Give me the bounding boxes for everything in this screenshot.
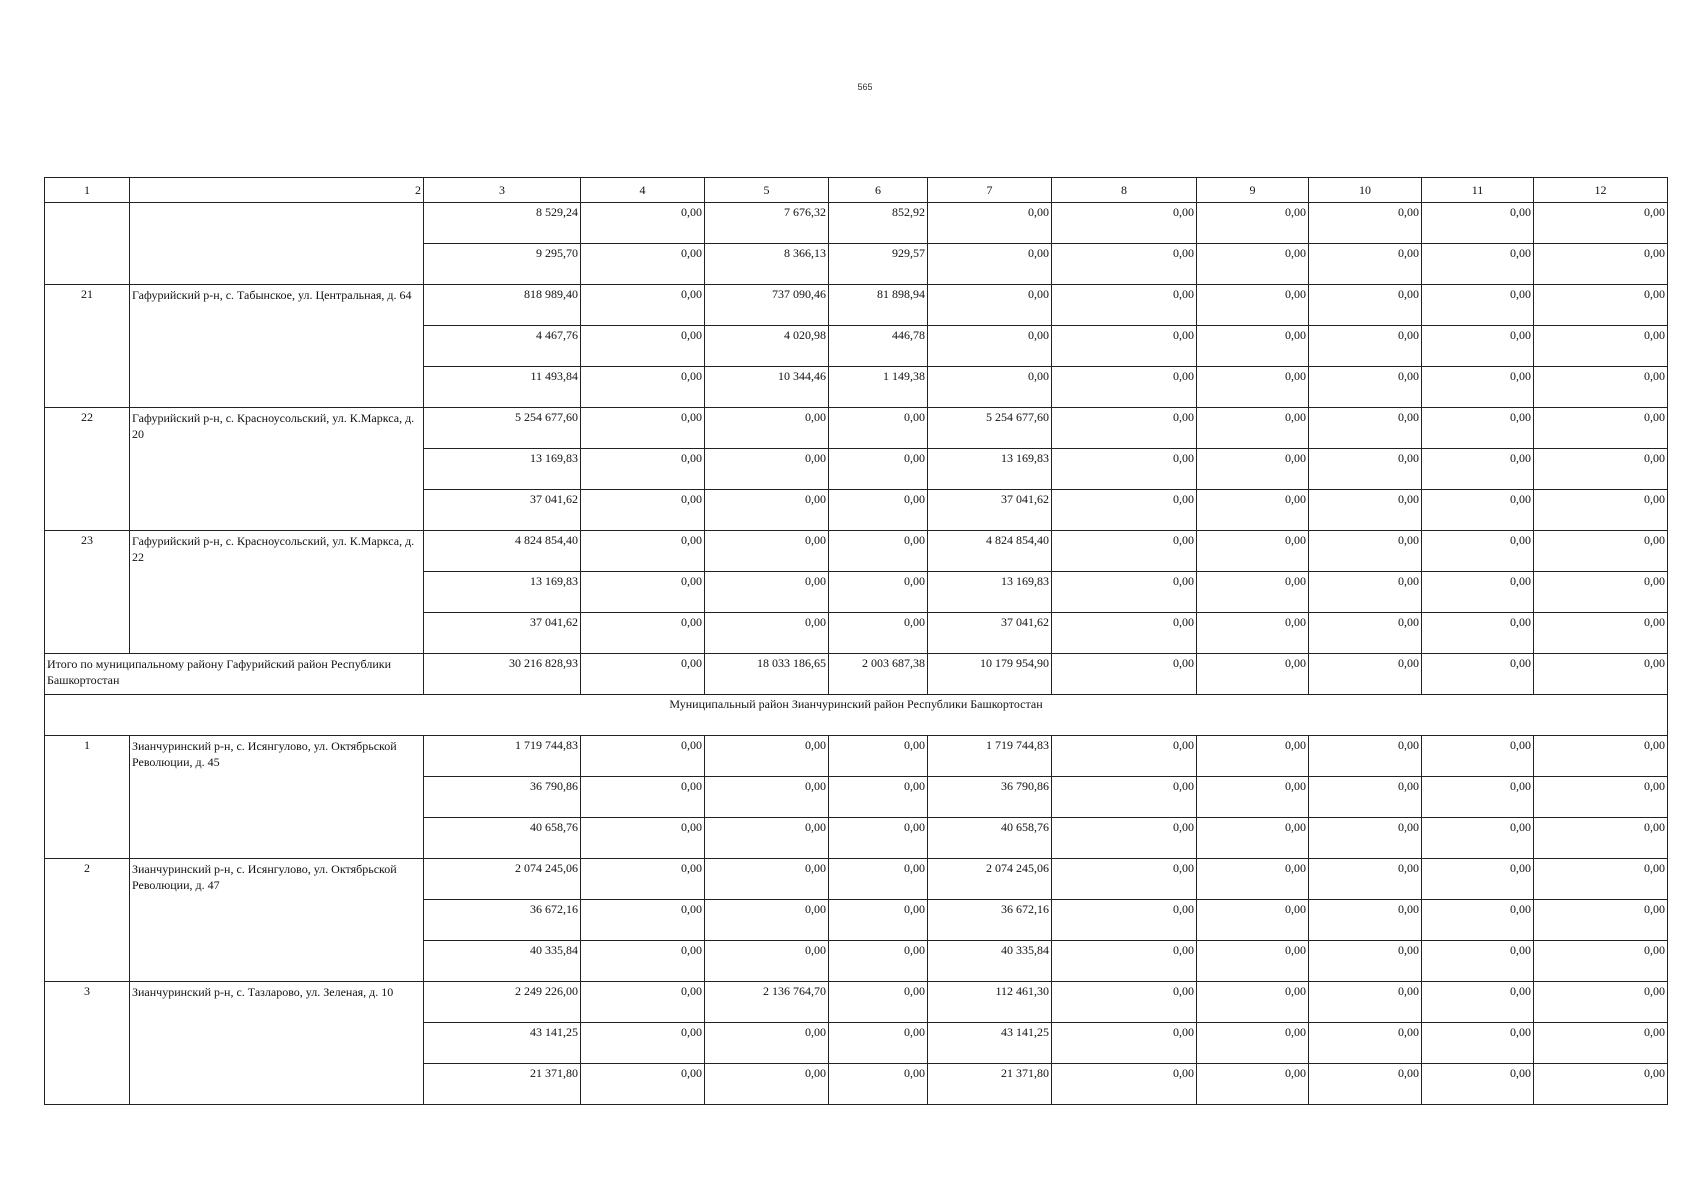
value-cell: 2 074 245,06 <box>928 859 1052 900</box>
value-cell: 0,00 <box>1309 490 1422 531</box>
value-cell: 2 003 687,38 <box>829 654 928 695</box>
address-cell: Зианчуринский р-н, с. Тазларово, ул. Зеленая, д. 10 <box>130 982 424 1105</box>
value-cell: 0,00 <box>1197 572 1309 613</box>
value-cell: 0,00 <box>1197 941 1309 982</box>
value-cell: 0,00 <box>705 572 829 613</box>
value-cell: 0,00 <box>581 408 705 449</box>
value-cell: 0,00 <box>705 777 829 818</box>
value-cell: 0,00 <box>1534 408 1668 449</box>
row-number: 2 <box>45 859 130 982</box>
header-cell: 6 <box>829 178 928 203</box>
header-cell: 8 <box>1052 178 1197 203</box>
value-cell: 0,00 <box>1422 490 1534 531</box>
value-cell: 36 790,86 <box>424 777 581 818</box>
value-cell: 4 020,98 <box>705 326 829 367</box>
value-cell: 0,00 <box>1422 531 1534 572</box>
value-cell: 5 254 677,60 <box>928 408 1052 449</box>
value-cell: 0,00 <box>581 531 705 572</box>
address-cell: Зианчуринский р-н, с. Исянгулово, ул. Октябрьской Революции, д. 47 <box>130 859 424 982</box>
value-cell: 0,00 <box>581 736 705 777</box>
value-cell: 4 824 854,40 <box>928 531 1052 572</box>
header-cell: 9 <box>1197 178 1309 203</box>
table-row <box>45 736 1668 777</box>
value-cell: 0,00 <box>829 777 928 818</box>
value-cell: 0,00 <box>829 490 928 531</box>
section-title: Муниципальный район Зианчуринский район Республики Башкортостан <box>45 695 1668 736</box>
column-number-header <box>45 178 1668 203</box>
value-cell: 0,00 <box>1534 244 1668 285</box>
value-cell: 0,00 <box>705 449 829 490</box>
value-cell: 0,00 <box>1052 326 1197 367</box>
table-row <box>45 203 1668 244</box>
value-cell: 0,00 <box>1197 654 1309 695</box>
value-cell: 0,00 <box>1309 859 1422 900</box>
value-cell: 0,00 <box>829 408 928 449</box>
value-cell: 0,00 <box>581 1064 705 1105</box>
value-cell: 0,00 <box>1309 408 1422 449</box>
value-cell: 37 041,62 <box>424 613 581 654</box>
value-cell: 0,00 <box>1197 326 1309 367</box>
value-cell: 0,00 <box>1197 818 1309 859</box>
value-cell: 0,00 <box>928 285 1052 326</box>
value-cell: 929,57 <box>829 244 928 285</box>
value-cell: 1 719 744,83 <box>928 736 1052 777</box>
value-cell: 0,00 <box>1534 490 1668 531</box>
header-cell: 2 <box>130 178 424 203</box>
value-cell: 7 676,32 <box>705 203 829 244</box>
value-cell: 0,00 <box>1052 900 1197 941</box>
value-cell: 0,00 <box>1052 1064 1197 1105</box>
value-cell: 40 335,84 <box>424 941 581 982</box>
value-cell: 9 295,70 <box>424 244 581 285</box>
value-cell: 0,00 <box>1052 367 1197 408</box>
value-cell: 0,00 <box>829 818 928 859</box>
row-number: 21 <box>45 285 130 408</box>
value-cell: 0,00 <box>1422 408 1534 449</box>
value-cell: 0,00 <box>829 900 928 941</box>
value-cell: 0,00 <box>1309 1064 1422 1105</box>
value-cell: 0,00 <box>1052 818 1197 859</box>
value-cell: 13 169,83 <box>424 449 581 490</box>
value-cell: 0,00 <box>705 490 829 531</box>
value-cell: 0,00 <box>928 203 1052 244</box>
value-cell: 0,00 <box>829 449 928 490</box>
value-cell: 8 366,13 <box>705 244 829 285</box>
value-cell: 0,00 <box>1534 941 1668 982</box>
page-number: 565 <box>857 82 873 92</box>
value-cell: 0,00 <box>581 244 705 285</box>
value-cell: 0,00 <box>1052 572 1197 613</box>
value-cell: 0,00 <box>1422 1064 1534 1105</box>
value-cell: 0,00 <box>1534 572 1668 613</box>
value-cell: 0,00 <box>829 736 928 777</box>
value-cell: 0,00 <box>1309 572 1422 613</box>
value-cell: 0,00 <box>1309 818 1422 859</box>
value-cell: 446,78 <box>829 326 928 367</box>
value-cell: 0,00 <box>1534 1023 1668 1064</box>
value-cell: 0,00 <box>705 736 829 777</box>
value-cell: 0,00 <box>1534 326 1668 367</box>
value-cell: 0,00 <box>1309 449 1422 490</box>
value-cell: 0,00 <box>1422 818 1534 859</box>
value-cell: 43 141,25 <box>928 1023 1052 1064</box>
row-number: 23 <box>45 531 130 654</box>
value-cell: 0,00 <box>581 326 705 367</box>
value-cell: 0,00 <box>1309 654 1422 695</box>
value-cell: 18 033 186,65 <box>705 654 829 695</box>
value-cell: 10 179 954,90 <box>928 654 1052 695</box>
value-cell: 0,00 <box>1422 654 1534 695</box>
value-cell: 0,00 <box>581 367 705 408</box>
value-cell: 37 041,62 <box>928 613 1052 654</box>
value-cell: 0,00 <box>1052 244 1197 285</box>
value-cell: 0,00 <box>1309 941 1422 982</box>
value-cell: 0,00 <box>1052 1023 1197 1064</box>
row-number: 1 <box>45 736 130 859</box>
value-cell: 0,00 <box>1309 531 1422 572</box>
value-cell: 0,00 <box>1422 900 1534 941</box>
value-cell: 43 141,25 <box>424 1023 581 1064</box>
value-cell: 0,00 <box>1052 203 1197 244</box>
value-cell: 0,00 <box>829 1064 928 1105</box>
value-cell: 0,00 <box>1309 900 1422 941</box>
value-cell: 0,00 <box>1309 367 1422 408</box>
value-cell: 40 335,84 <box>928 941 1052 982</box>
value-cell: 0,00 <box>1534 1064 1668 1105</box>
value-cell: 0,00 <box>1197 531 1309 572</box>
value-cell: 0,00 <box>1052 408 1197 449</box>
value-cell: 0,00 <box>1534 449 1668 490</box>
value-cell: 4 824 854,40 <box>424 531 581 572</box>
value-cell: 0,00 <box>581 818 705 859</box>
value-cell: 0,00 <box>1534 818 1668 859</box>
value-cell: 852,92 <box>829 203 928 244</box>
value-cell: 0,00 <box>1309 613 1422 654</box>
value-cell: 36 790,86 <box>928 777 1052 818</box>
value-cell: 0,00 <box>1309 244 1422 285</box>
value-cell: 0,00 <box>1534 203 1668 244</box>
value-cell: 0,00 <box>1052 490 1197 531</box>
value-cell: 36 672,16 <box>424 900 581 941</box>
value-cell: 0,00 <box>581 285 705 326</box>
value-cell: 0,00 <box>705 941 829 982</box>
header-cell: 5 <box>705 178 829 203</box>
value-cell: 0,00 <box>1534 285 1668 326</box>
table-row <box>45 859 1668 900</box>
value-cell: 0,00 <box>829 1023 928 1064</box>
value-cell: 0,00 <box>928 326 1052 367</box>
value-cell: 37 041,62 <box>928 490 1052 531</box>
value-cell: 0,00 <box>1197 490 1309 531</box>
value-cell: 13 169,83 <box>928 572 1052 613</box>
value-cell: 0,00 <box>1197 408 1309 449</box>
value-cell: 0,00 <box>1534 736 1668 777</box>
value-cell: 0,00 <box>1197 203 1309 244</box>
address-cell: Гафурийский р-н, с. Красноусольский, ул. К.Маркса, д. 20 <box>130 408 424 531</box>
value-cell: 13 169,83 <box>928 449 1052 490</box>
header-cell: 3 <box>424 178 581 203</box>
value-cell: 0,00 <box>1309 285 1422 326</box>
header-cell: 1 <box>45 178 130 203</box>
value-cell: 0,00 <box>829 982 928 1023</box>
value-cell: 0,00 <box>581 613 705 654</box>
value-cell: 0,00 <box>705 859 829 900</box>
value-cell: 0,00 <box>1309 777 1422 818</box>
value-cell: 0,00 <box>1422 613 1534 654</box>
table-row <box>45 982 1668 1023</box>
address-cell: Зианчуринский р-н, с. Исянгулово, ул. Октябрьской Революции, д. 45 <box>130 736 424 859</box>
row-number: 22 <box>45 408 130 531</box>
header-cell: 10 <box>1309 178 1422 203</box>
table-row <box>45 285 1668 326</box>
value-cell: 0,00 <box>1052 941 1197 982</box>
value-cell: 0,00 <box>1534 654 1668 695</box>
value-cell: 30 216 828,93 <box>424 654 581 695</box>
value-cell: 737 090,46 <box>705 285 829 326</box>
value-cell: 40 658,76 <box>424 818 581 859</box>
value-cell: 0,00 <box>705 613 829 654</box>
value-cell: 0,00 <box>705 531 829 572</box>
value-cell: 0,00 <box>1197 244 1309 285</box>
address-cell: Гафурийский р-н, с. Красноусольский, ул. К.Маркса, д. 22 <box>130 531 424 654</box>
header-cell: 11 <box>1422 178 1534 203</box>
row-number <box>45 203 130 285</box>
value-cell: 0,00 <box>1052 531 1197 572</box>
value-cell: 0,00 <box>581 777 705 818</box>
value-cell: 0,00 <box>829 941 928 982</box>
value-cell: 0,00 <box>581 654 705 695</box>
value-cell: 21 371,80 <box>424 1064 581 1105</box>
value-cell: 40 658,76 <box>928 818 1052 859</box>
value-cell: 0,00 <box>1052 449 1197 490</box>
value-cell: 0,00 <box>1422 203 1534 244</box>
value-cell: 0,00 <box>829 531 928 572</box>
value-cell: 11 493,84 <box>424 367 581 408</box>
value-cell: 4 467,76 <box>424 326 581 367</box>
value-cell: 0,00 <box>1052 285 1197 326</box>
value-cell: 36 672,16 <box>928 900 1052 941</box>
value-cell: 0,00 <box>581 941 705 982</box>
value-cell: 0,00 <box>1197 859 1309 900</box>
value-cell: 0,00 <box>705 408 829 449</box>
value-cell: 0,00 <box>1422 859 1534 900</box>
value-cell: 0,00 <box>1197 613 1309 654</box>
value-cell: 0,00 <box>1422 367 1534 408</box>
value-cell: 0,00 <box>1422 244 1534 285</box>
value-cell: 10 344,46 <box>705 367 829 408</box>
value-cell: 0,00 <box>1534 982 1668 1023</box>
value-cell: 0,00 <box>928 244 1052 285</box>
value-cell: 0,00 <box>1197 736 1309 777</box>
value-cell: 0,00 <box>581 982 705 1023</box>
value-cell: 0,00 <box>1309 736 1422 777</box>
value-cell: 0,00 <box>581 1023 705 1064</box>
value-cell: 21 371,80 <box>928 1064 1052 1105</box>
value-cell: 0,00 <box>1422 326 1534 367</box>
value-cell: 0,00 <box>1422 941 1534 982</box>
value-cell: 0,00 <box>581 859 705 900</box>
value-cell: 0,00 <box>581 490 705 531</box>
value-cell: 81 898,94 <box>829 285 928 326</box>
value-cell: 0,00 <box>1309 326 1422 367</box>
value-cell: 0,00 <box>581 900 705 941</box>
address-cell: Гафурийский р-н, с. Табынское, ул. Центральная, д. 64 <box>130 285 424 408</box>
value-cell: 0,00 <box>1052 654 1197 695</box>
table-row <box>45 408 1668 449</box>
value-cell: 0,00 <box>1422 572 1534 613</box>
value-cell: 0,00 <box>581 203 705 244</box>
value-cell: 0,00 <box>1197 900 1309 941</box>
value-cell: 0,00 <box>1422 982 1534 1023</box>
value-cell: 0,00 <box>581 449 705 490</box>
value-cell: 0,00 <box>1534 613 1668 654</box>
value-cell: 0,00 <box>1197 1023 1309 1064</box>
value-cell: 0,00 <box>1534 900 1668 941</box>
value-cell: 112 461,30 <box>928 982 1052 1023</box>
value-cell: 0,00 <box>1422 777 1534 818</box>
value-cell: 1 149,38 <box>829 367 928 408</box>
value-cell: 2 249 226,00 <box>424 982 581 1023</box>
value-cell: 818 989,40 <box>424 285 581 326</box>
value-cell: 8 529,24 <box>424 203 581 244</box>
value-cell: 0,00 <box>1534 777 1668 818</box>
value-cell: 0,00 <box>1197 367 1309 408</box>
value-cell: 0,00 <box>829 572 928 613</box>
table-body <box>45 178 1668 1105</box>
value-cell: 0,00 <box>1309 1023 1422 1064</box>
value-cell: 0,00 <box>829 859 928 900</box>
total-label: Итого по муниципальному району Гафурийский район Республики Башкортостан <box>45 654 424 695</box>
table-row <box>45 531 1668 572</box>
value-cell: 0,00 <box>1422 285 1534 326</box>
value-cell: 0,00 <box>1197 1064 1309 1105</box>
value-cell: 0,00 <box>829 613 928 654</box>
value-cell: 0,00 <box>1422 736 1534 777</box>
address-cell <box>130 203 424 285</box>
value-cell: 0,00 <box>581 572 705 613</box>
value-cell: 0,00 <box>1309 203 1422 244</box>
value-cell: 0,00 <box>705 1064 829 1105</box>
value-cell: 0,00 <box>1052 736 1197 777</box>
value-cell: 0,00 <box>1197 285 1309 326</box>
value-cell: 0,00 <box>1197 982 1309 1023</box>
value-cell: 0,00 <box>1197 449 1309 490</box>
value-cell: 0,00 <box>928 367 1052 408</box>
value-cell: 0,00 <box>705 1023 829 1064</box>
value-cell: 0,00 <box>705 900 829 941</box>
value-cell: 37 041,62 <box>424 490 581 531</box>
header-cell: 4 <box>581 178 705 203</box>
value-cell: 2 136 764,70 <box>705 982 829 1023</box>
value-cell: 1 719 744,83 <box>424 736 581 777</box>
budget-table <box>44 177 1668 1105</box>
value-cell: 5 254 677,60 <box>424 408 581 449</box>
value-cell: 0,00 <box>1052 777 1197 818</box>
value-cell: 0,00 <box>1052 613 1197 654</box>
value-cell: 0,00 <box>705 818 829 859</box>
value-cell: 0,00 <box>1309 982 1422 1023</box>
value-cell: 0,00 <box>1534 367 1668 408</box>
header-cell: 12 <box>1534 178 1668 203</box>
section-row <box>45 695 1668 736</box>
value-cell: 0,00 <box>1052 859 1197 900</box>
header-cell: 7 <box>928 178 1052 203</box>
value-cell: 13 169,83 <box>424 572 581 613</box>
value-cell: 0,00 <box>1534 531 1668 572</box>
value-cell: 0,00 <box>1197 777 1309 818</box>
total-row <box>45 654 1668 695</box>
row-number: 3 <box>45 982 130 1105</box>
value-cell: 0,00 <box>1052 982 1197 1023</box>
value-cell: 0,00 <box>1422 1023 1534 1064</box>
value-cell: 0,00 <box>1534 859 1668 900</box>
value-cell: 2 074 245,06 <box>424 859 581 900</box>
value-cell: 0,00 <box>1422 449 1534 490</box>
